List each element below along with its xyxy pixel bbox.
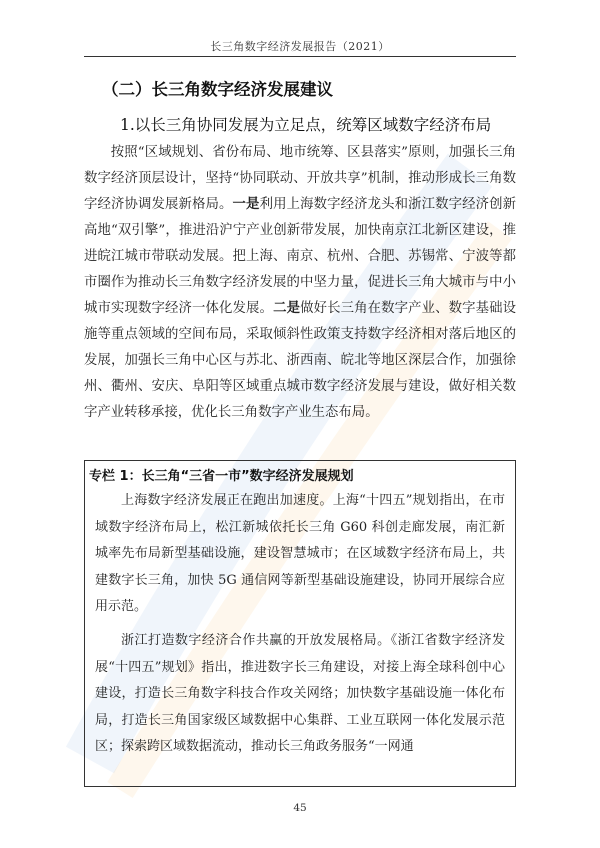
box-paragraph-zhejiang: 浙江打造数字经济合作共赢的开放发展格局。《浙江省数字经济发展“十四五”规划》指出，推进数字长三角建设，对接上海全球科创中心建设，打造长三角数字科技合作攻关网络；加快数字基础设施一体化布局，打造长三角国家级区域数据中心集群、工业互联网一体化发展示范区；探索跨区域数据流动，推动长三角政务服务“一网通 [95, 633, 505, 754]
emphasis-second: 二是 [273, 301, 301, 316]
running-header: 长三角数字经济发展报告（2021） [210, 40, 390, 53]
header-rule [84, 56, 516, 57]
subsection-title: 1.以长三角协同发展为立足点，统筹区域数字经济布局 [120, 116, 492, 134]
page-number: 45 [293, 802, 307, 814]
section-title: （二）长三角数字经济发展建议 [102, 80, 333, 99]
body-paragraph [84, 140, 516, 426]
emphasis-first: 一是 [232, 197, 260, 212]
box-title: 专栏 1：长三角“三省一市”数字经济发展规划 [89, 469, 354, 484]
body-text-1: 按照“区域规划、省份布局、地市统筹、区县落实”原则，加强长三角数字经济顶层设计，坚持“协同联动、开放共享”机制，推动形成长三角数字经济协调发展新格局。 [84, 145, 516, 212]
body-text-2: 利用上海数字经济龙头和浙江数字经济创新高地“双引擎”，推进沿沪宁产业创新带发展，加快南京江北新区建设，推进皖江城市带联动发展。把上海、南京、杭州、合肥、苏锡常、宁波等都市圈作为推动长三角数字经济发展的中坚力量，促进长三角大城市与中小城市实现数字经济一体化发展。 [84, 197, 517, 316]
box-paragraph-shanghai: 上海数字经济发展正在跑出加速度。上海“十四五”规划指出，在市域数字经济布局上，松江新城依托长三角 G60 科创走廊发展，南汇新城率先布局新型基础设施，建设智慧城市；在区域数字经济布局上，共建数字长三角，加快 5G 通信网等新型基础设施建设，协同开展综合应用示范。 [95, 493, 505, 614]
column-box [84, 460, 516, 787]
body-text-3: 做好长三角在数字产业、数字基础设施等重点领域的空间布局，采取倾斜性政策支持数字经济相对落后地区的发展，加强长三角中心区与苏北、浙西南、皖北等地区深层合作，加强徐州、衢州、安庆、阜阳等区域重点城市数字经济发展与建设，做好相关数字产业转移承接，优化长三角数字产业生态布局。 [84, 301, 517, 420]
